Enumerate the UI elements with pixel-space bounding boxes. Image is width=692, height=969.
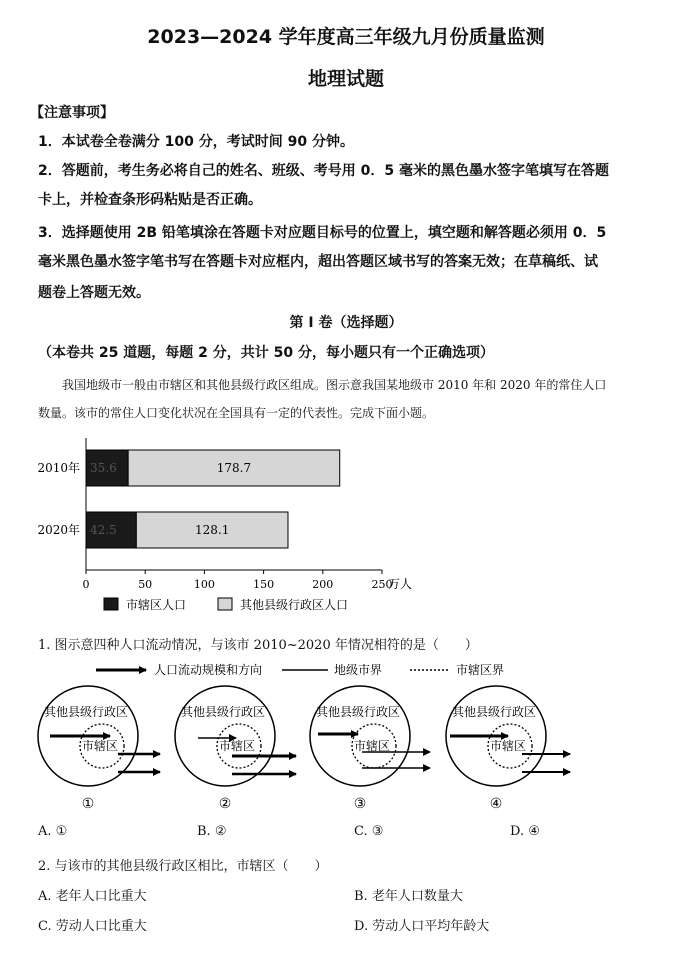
outer-region-label: 其他县级行政区 (315, 705, 401, 719)
notice-line-3a: 3．选择题使用 2B 铅笔填涂在答题卡对应题目标号的位置上，填空题和解答题必须用 0．5 (38, 225, 607, 241)
notice-line-3c: 题卷上答题无效。 (38, 285, 150, 301)
city-boundary-circle (175, 686, 275, 786)
category-label: 2020年 (37, 523, 80, 537)
notice-line-2a: 2．答题前，考生务必将自己的姓名、班级、考号用 0．5 毫米的黑色墨水签字笔填写在答题 (38, 163, 609, 179)
diagram-4 (446, 686, 570, 812)
x-tick-label: 250 (371, 578, 393, 591)
page-title: 2023—2024 学年度高三年级九月份质量监测 (147, 26, 545, 48)
x-tick-label: 50 (138, 578, 153, 591)
bar-value-label: 35.6 (90, 461, 117, 475)
q2-option-a[interactable]: A. 老年人口比重大 (38, 889, 147, 904)
q1-option-d[interactable]: D. ④ (510, 824, 540, 839)
outer-region-label: 其他县级行政区 (180, 705, 266, 719)
outer-region-label: 其他县级行政区 (43, 705, 129, 719)
category-label: 2010年 (37, 461, 80, 475)
question-2-stem: 2. 与该市的其他县级行政区相比，市辖区（ ） (38, 859, 328, 874)
x-tick-label: 150 (253, 578, 275, 591)
city-boundary-circle (310, 686, 410, 786)
notice-line-1: 1．本试卷全卷满分 100 分，考试时间 90 分钟。 (38, 134, 354, 150)
population-bar-chart (0, 430, 692, 620)
x-tick-label: 100 (193, 578, 215, 591)
inner-district-label: 市辖区 (489, 739, 527, 753)
legend-boundary-label: 地级市界 (334, 663, 383, 677)
diagram-1 (38, 686, 160, 812)
inner-district-label: 市辖区 (218, 739, 256, 753)
section-desc: （本卷共 25 道题，每题 2 分，共计 50 分，每小题只有一个正确选项） (38, 345, 494, 361)
legend-swatch-urban (104, 598, 118, 610)
legend-label-urban: 市辖区人口 (126, 598, 187, 612)
diagram-2 (175, 686, 296, 812)
q1-option-a[interactable]: A. ① (38, 824, 68, 839)
section-title: 第 I 卷（选择题） (289, 315, 403, 331)
notice-line-3b: 毫米黑色墨水签字笔书写在答题卡对应框内，超出答题区域书写的答案无效；在草稿纸、试 (38, 254, 598, 270)
notice-line-2b: 卡上，并检查条形码粘贴是否正确。 (38, 192, 262, 208)
bar-value-label: 178.7 (216, 461, 252, 475)
q2-option-d[interactable]: D. 劳动人口平均年龄大 (354, 919, 490, 934)
x-tick-label: 200 (312, 578, 334, 591)
q2-option-c[interactable]: C. 劳动人口比重大 (38, 919, 147, 934)
inner-district-label: 市辖区 (353, 739, 391, 753)
bar-value-label: 42.5 (90, 523, 117, 537)
x-axis-unit: 万人 (388, 577, 413, 591)
legend-flow-label: 人口流动规模和方向 (154, 663, 263, 677)
x-tick-label: 0 (82, 578, 90, 591)
page-subtitle: 地理试题 (307, 68, 384, 90)
inner-district-label: 市辖区 (81, 739, 119, 753)
q2-option-b[interactable]: B. 老年人口数量大 (354, 889, 463, 904)
notice-heading: 【注意事项】 (30, 105, 114, 121)
question-1-stem: 1. 图示意四种人口流动情况，与该市 2010~2020 年情况相符的是（ ） (38, 638, 478, 653)
outer-region-label: 其他县级行政区 (451, 705, 537, 719)
intro-line-2: 数量。该市的常住人口变化状况在全国具有一定的代表性。完成下面小题。 (38, 406, 435, 420)
legend-district-label: 市辖区界 (456, 663, 505, 677)
legend-swatch-other (218, 598, 232, 610)
q1-option-b[interactable]: B. ② (197, 824, 227, 839)
diagram-3 (310, 686, 430, 812)
q1-option-c[interactable]: C. ③ (354, 824, 384, 839)
migration-diagram (0, 656, 692, 821)
diagram-number: ③ (353, 796, 367, 812)
bar-value-label: 128.1 (194, 523, 230, 537)
intro-line-1: 我国地级市一般由市辖区和其他县级行政区组成。图示意我国某地级市 2010 年和 2020 年的常住人口 (62, 378, 607, 392)
legend-label-other: 其他县级行政区人口 (240, 598, 349, 612)
diagram-number: ② (218, 796, 232, 812)
diagram-number: ④ (489, 796, 503, 812)
diagram-number: ① (81, 796, 95, 812)
